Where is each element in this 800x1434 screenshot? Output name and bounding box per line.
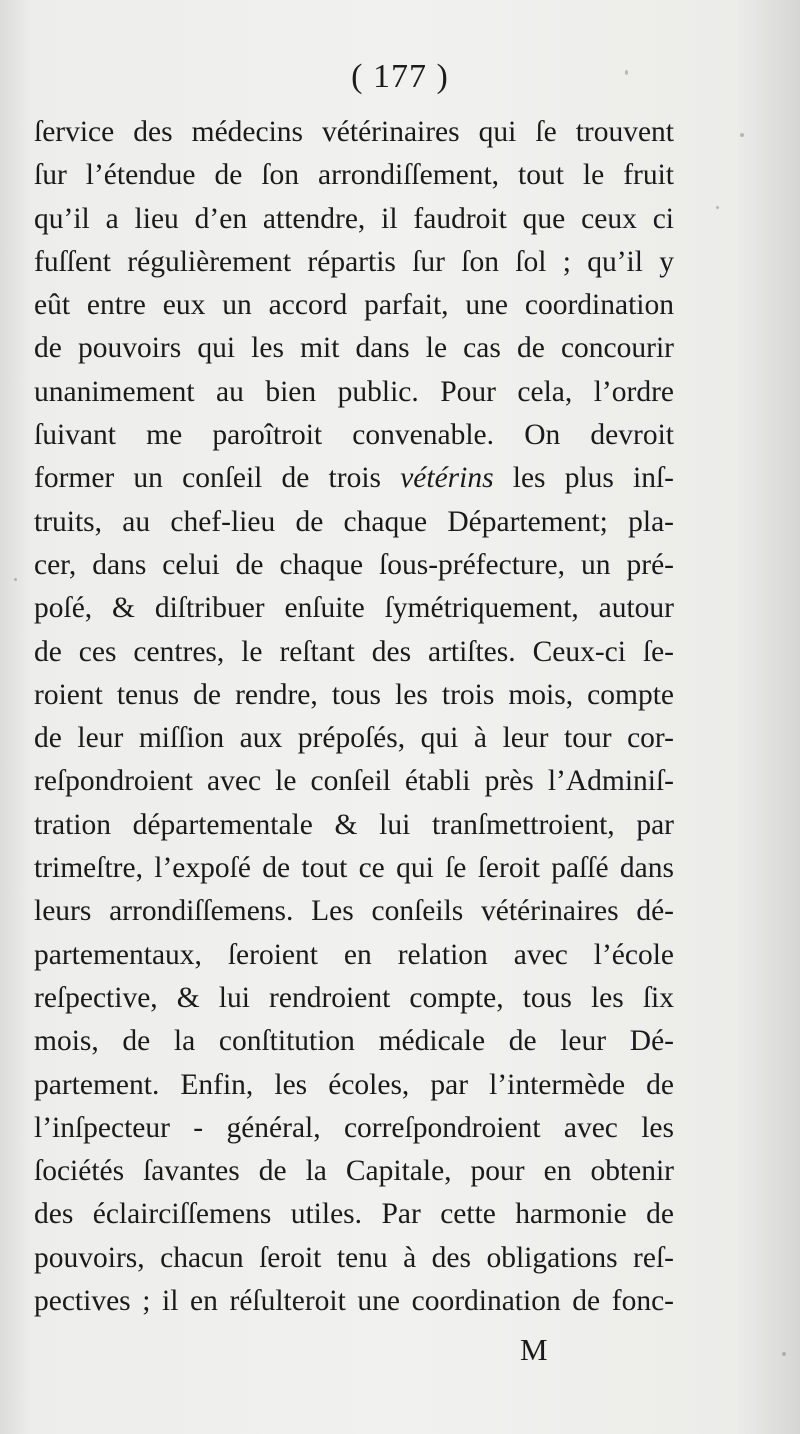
text-line: ſur l’étendue de ſon arrondiſſement, tout le fruit	[34, 159, 674, 192]
text-line: mois, de la conſtitution médicale de leur Dé-	[34, 1025, 674, 1058]
text-line: trimeſtre, l’expoſé de tout ce qui ſe ſeroit paſſé dans	[34, 852, 674, 885]
text-line: cer, dans celui de chaque ſous-préfecture, un pré-	[34, 548, 674, 581]
text-line: partementaux, ſeroient en relation avec l’école	[34, 938, 674, 971]
text-line: pouvoirs, chacun ſeroit tenu à des obligations reſ-	[34, 1241, 674, 1274]
italic-word: vétérins	[400, 462, 494, 495]
text-line: unanimement au bien public. Pour cela, l’ordre	[34, 375, 674, 408]
text-line: pectives ; il en réſulteroit une coordination de fonc-	[34, 1285, 674, 1318]
body-text	[34, 111, 674, 1323]
paper-speck	[740, 133, 744, 137]
paper-speck	[782, 1352, 786, 1356]
paper-speck	[716, 206, 719, 209]
text-line: poſé, & diſtribuer enſuite ſymétriquement, autour	[34, 592, 674, 625]
text-line: ſociétés ſavantes de la Capitale, pour en obtenir	[34, 1155, 674, 1188]
text-line: reſpective, & lui rendroient compte, tous les ſix	[34, 981, 674, 1014]
text-line: reſpondroient avec le conſeil établi près l’Adminiſ-	[34, 765, 674, 798]
text-line: l’inſpecteur - général, correſpondroient avec les	[34, 1111, 674, 1144]
text-line: de ces centres, le reſtant des artiſtes. Ceux-ci ſe-	[34, 635, 674, 668]
signature-mark: M	[520, 1332, 548, 1367]
paper-speck	[625, 70, 628, 75]
text-line: ſervice des médecins vétérinaires qui ſe trouvent	[34, 116, 674, 148]
text-line: qu’il a lieu d’en attendre, il faudroit que ceux ci	[34, 202, 674, 235]
text-line: truits, au chef-lieu de chaque Département; pla-	[34, 505, 674, 538]
text-line: former un conſeil de trois vétérins les plus inſ-	[34, 462, 674, 495]
text-line: ſuivant me paroîtroit convenable. On devroit	[34, 419, 674, 452]
text-line: de leur miſſion aux prépoſés, qui à leur tour cor-	[34, 722, 674, 755]
text-line: partement. Enfin, les écoles, par l’intermède de	[34, 1068, 674, 1101]
text-line: eût entre eux un accord parfait, une coordination	[34, 289, 674, 322]
text-line: des éclairciſſemens utiles. Par cette harmonie de	[34, 1198, 674, 1231]
text-line: de pouvoirs qui les mit dans le cas de concourir	[34, 332, 674, 365]
paper-speck	[14, 578, 17, 581]
text-line: tration départementale & lui tranſmettroient, par	[34, 808, 674, 841]
text-line: leurs arrondiſſemens. Les conſeils vétérinaires dé-	[34, 895, 674, 928]
text-line: roient tenus de rendre, tous les trois mois, compte	[34, 678, 674, 711]
text-line: fuſſent régulièrement répartis ſur ſon ſol ; qu’il y	[34, 245, 674, 278]
page-number: ( 177 )	[351, 58, 449, 95]
